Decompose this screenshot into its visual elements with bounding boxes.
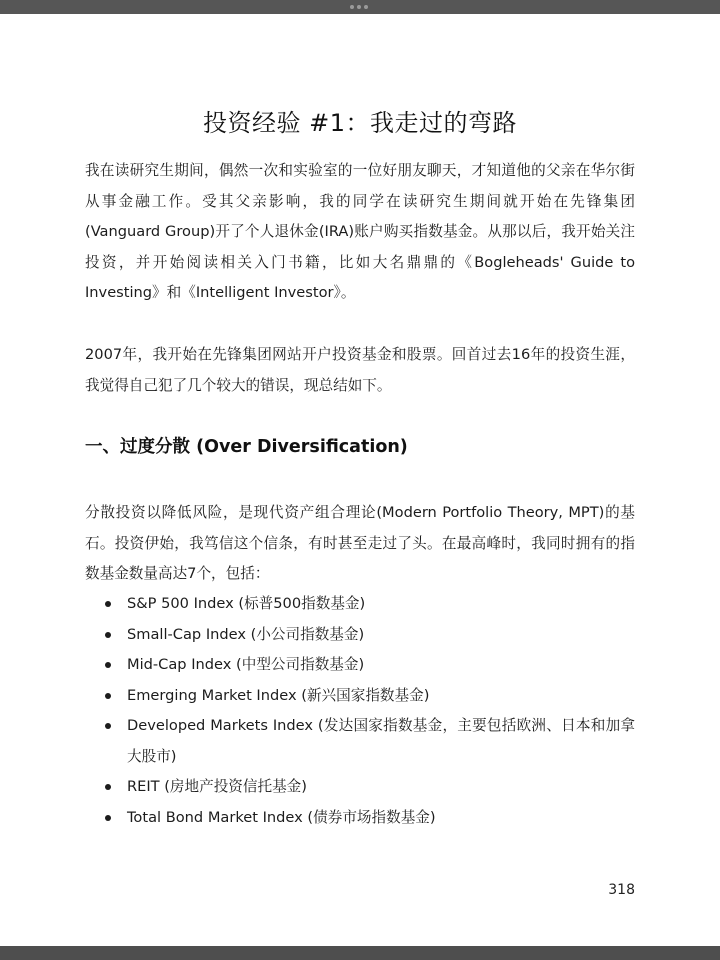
bullet-icon <box>105 784 111 790</box>
list-item-label: Emerging Market Index (新兴国家指数基金) <box>127 686 430 704</box>
list-item <box>85 772 635 803</box>
list-item <box>85 681 635 712</box>
list-item <box>85 650 635 681</box>
list-item-label: Developed Markets Index (发达国家指数基金，主要包括欧洲、日本和加拿大股市) <box>127 717 635 765</box>
drag-handle-icon[interactable] <box>350 5 368 9</box>
list-item-label: Total Bond Market Index (债券市场指数基金) <box>127 808 436 826</box>
bullet-icon <box>105 601 111 607</box>
list-item <box>85 711 635 772</box>
list-item-label: Small-Cap Index (小公司指数基金) <box>127 625 365 643</box>
fund-list <box>85 589 635 833</box>
bullet-icon <box>105 632 111 638</box>
list-item <box>85 803 635 834</box>
list-item <box>85 620 635 651</box>
bullet-icon <box>105 723 111 729</box>
reader-top-bar <box>0 0 720 14</box>
list-item-label: Mid-Cap Index (中型公司指数基金) <box>127 656 365 673</box>
page-number: 318 <box>608 882 635 898</box>
list-item-label: REIT (房地产投资信托基金) <box>127 778 307 795</box>
list-item <box>85 589 635 620</box>
section-heading: 一、过度分散 (Over Diversification) <box>85 437 408 457</box>
page-title: 投资经验 #1：我走过的弯路 <box>202 109 517 137</box>
list-item-label: S&P 500 Index (标普500指数基金) <box>127 595 366 612</box>
paragraph-intro: 我在读研究生期间，偶然一次和实验室的一位好朋友聊天，才知道他的父亲在华尔街从事金融工作。受其父亲影响，我的同学在读研究生期间就开始在先锋集团(Vanguard Group)开了个人退休金(IRA)账户购买指数基金。从那以后，我开始关注投资，并开始阅读相关入门书籍，比如大名鼎鼎的《Bogleheads' Guide to Investing》和《Intelligent Investor》。 <box>85 162 635 301</box>
bullet-icon <box>105 815 111 821</box>
paragraph-diversification: 分散投资以降低风险，是现代资产组合理论(Modern Portfolio Theory, MPT)的基石。投资伊始，我笃信这个信条，有时甚至走过了头。在最高峰时，我同时拥有的指数基金数量高达7个，包括： <box>85 504 635 582</box>
reader-bottom-bar <box>0 946 720 960</box>
document-page <box>0 14 720 946</box>
paragraph-summary: 2007年，我开始在先锋集团网站开户投资基金和股票。回首过去16年的投资生涯，我觉得自己犯了几个较大的错误，现总结如下。 <box>85 346 635 394</box>
bullet-icon <box>105 662 111 668</box>
bullet-icon <box>105 693 111 699</box>
